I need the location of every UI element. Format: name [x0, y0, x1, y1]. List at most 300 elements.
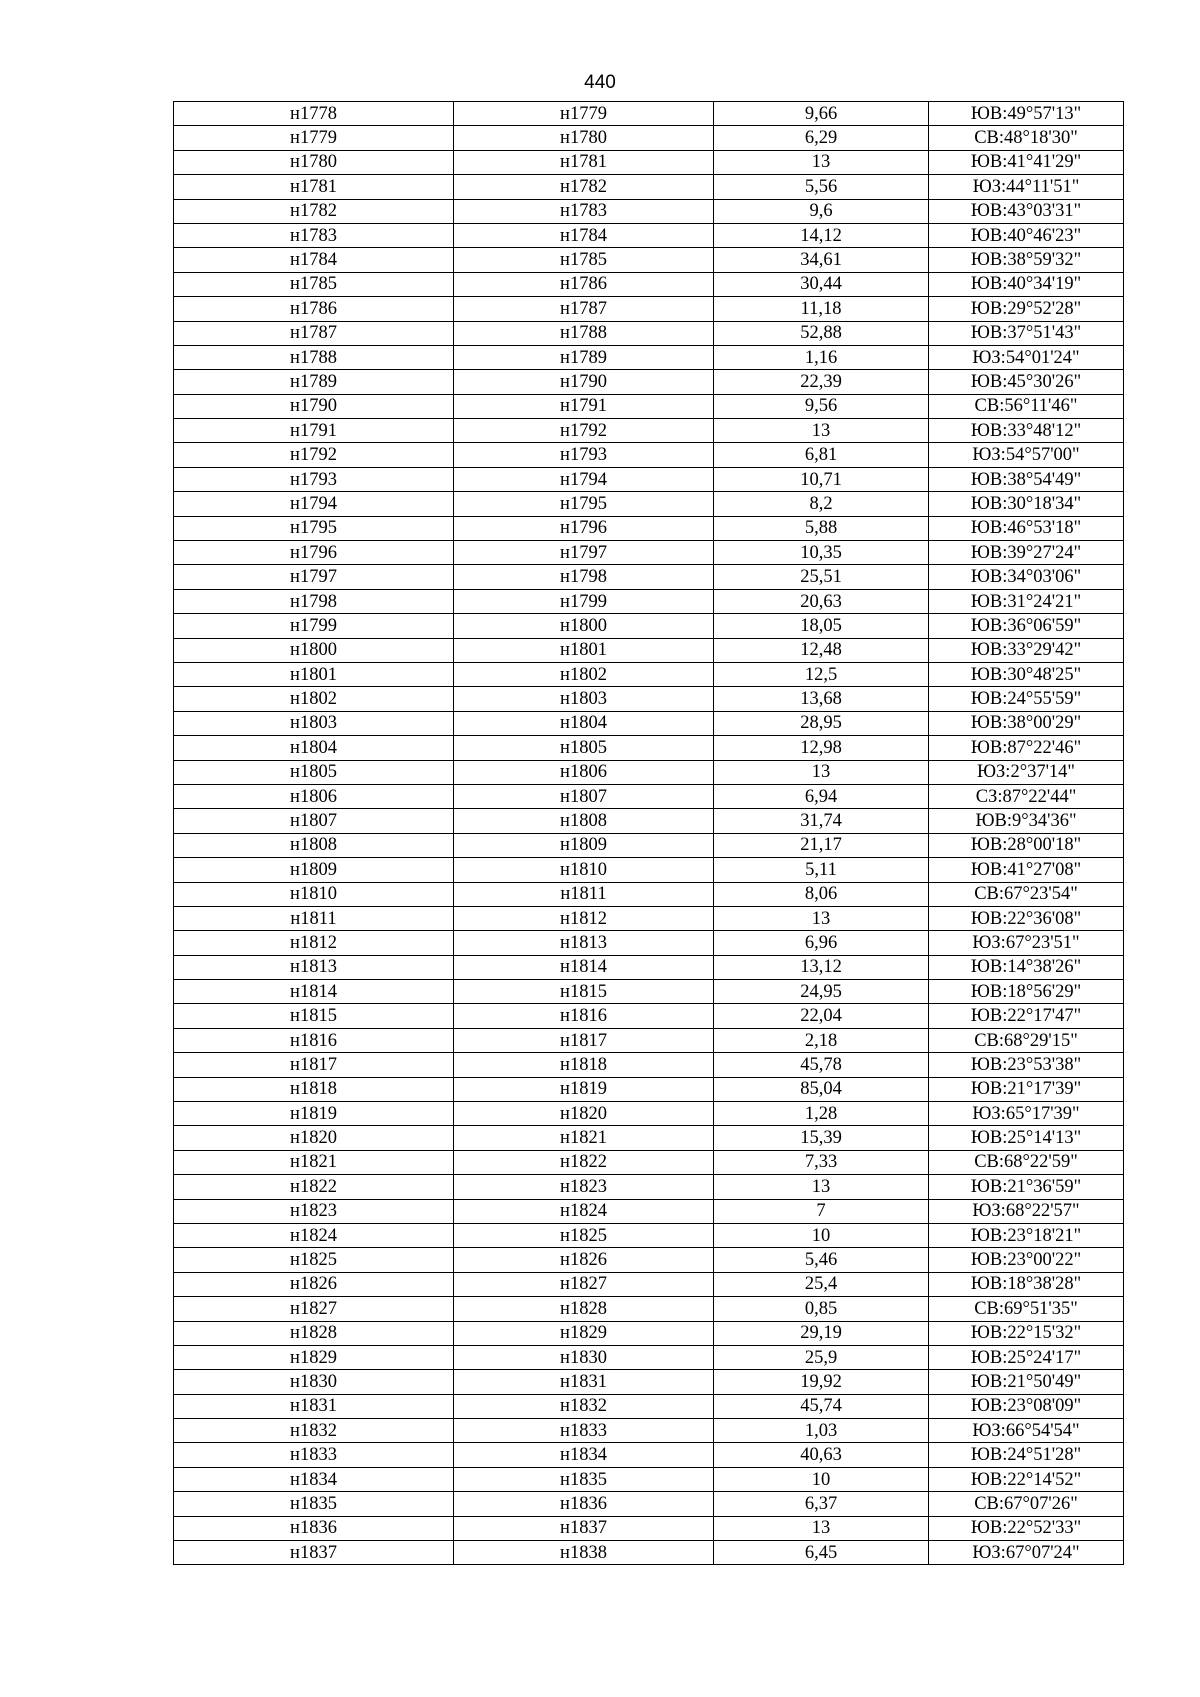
bearing-cell: ЮВ:30°18'34" [929, 492, 1124, 516]
to-point-cell: н1806 [454, 760, 714, 784]
from-point-cell: н1799 [174, 614, 454, 638]
bearing-cell: ЮВ:33°29'42" [929, 638, 1124, 662]
from-point-cell: н1826 [174, 1272, 454, 1296]
from-point-cell: н1818 [174, 1077, 454, 1101]
distance-cell: 10 [714, 1467, 929, 1491]
to-point-cell: н1790 [454, 370, 714, 394]
bearing-cell: ЮВ:18°56'29" [929, 980, 1124, 1004]
table-row [174, 1248, 1124, 1272]
from-point-cell: н1808 [174, 833, 454, 857]
table-row [174, 1516, 1124, 1540]
table-row [174, 443, 1124, 467]
table-row [174, 419, 1124, 443]
distance-cell: 20,63 [714, 589, 929, 613]
distance-cell: 6,94 [714, 784, 929, 808]
to-point-cell: н1821 [454, 1126, 714, 1150]
from-point-cell: н1827 [174, 1297, 454, 1321]
distance-cell: 6,96 [714, 931, 929, 955]
to-point-cell: н1825 [454, 1223, 714, 1247]
distance-cell: 6,81 [714, 443, 929, 467]
distance-cell: 14,12 [714, 223, 929, 247]
to-point-cell: н1788 [454, 321, 714, 345]
bearing-cell: ЮВ:33°48'12" [929, 419, 1124, 443]
distance-cell: 7,33 [714, 1150, 929, 1174]
table-row [174, 980, 1124, 1004]
distance-cell: 22,39 [714, 370, 929, 394]
bearing-cell: ЮВ:24°55'59" [929, 687, 1124, 711]
bearing-cell: ЮВ:14°38'26" [929, 955, 1124, 979]
distance-cell: 45,78 [714, 1053, 929, 1077]
to-point-cell: н1807 [454, 784, 714, 808]
distance-cell: 13 [714, 760, 929, 784]
bearing-cell: ЮВ:23°08'09" [929, 1394, 1124, 1418]
table-row [174, 1345, 1124, 1369]
bearing-cell: ЮВ:41°27'08" [929, 858, 1124, 882]
to-point-cell: н1792 [454, 419, 714, 443]
to-point-cell: н1815 [454, 980, 714, 1004]
distance-cell: 28,95 [714, 711, 929, 735]
to-point-cell: н1817 [454, 1028, 714, 1052]
bearing-cell: ЮЗ:67°23'51" [929, 931, 1124, 955]
to-point-cell: н1781 [454, 150, 714, 174]
table-row [174, 370, 1124, 394]
to-point-cell: н1793 [454, 443, 714, 467]
to-point-cell: н1780 [454, 126, 714, 150]
bearing-cell: ЮВ:22°17'47" [929, 1004, 1124, 1028]
distance-cell: 1,03 [714, 1419, 929, 1443]
from-point-cell: н1805 [174, 760, 454, 784]
from-point-cell: н1793 [174, 467, 454, 491]
from-point-cell: н1803 [174, 711, 454, 735]
to-point-cell: н1816 [454, 1004, 714, 1028]
table-row [174, 1321, 1124, 1345]
distance-cell: 2,18 [714, 1028, 929, 1052]
bearing-cell: ЮВ:24°51'28" [929, 1443, 1124, 1467]
to-point-cell: н1832 [454, 1394, 714, 1418]
from-point-cell: н1787 [174, 321, 454, 345]
distance-cell: 13 [714, 906, 929, 930]
to-point-cell: н1810 [454, 858, 714, 882]
table-row [174, 1126, 1124, 1150]
bearing-cell: ЮВ:49°57'13" [929, 102, 1124, 126]
table-row [174, 175, 1124, 199]
distance-cell: 13,68 [714, 687, 929, 711]
distance-cell: 13 [714, 419, 929, 443]
table-row [174, 199, 1124, 223]
distance-cell: 22,04 [714, 1004, 929, 1028]
distance-cell: 13,12 [714, 955, 929, 979]
bearing-cell: СВ:68°22'59" [929, 1150, 1124, 1174]
distance-cell: 9,6 [714, 199, 929, 223]
bearing-cell: СВ:67°07'26" [929, 1492, 1124, 1516]
from-point-cell: н1836 [174, 1516, 454, 1540]
to-point-cell: н1802 [454, 662, 714, 686]
distance-cell: 10 [714, 1223, 929, 1247]
to-point-cell: н1803 [454, 687, 714, 711]
bearing-cell: ЮВ:39°27'24" [929, 541, 1124, 565]
from-point-cell: н1837 [174, 1541, 454, 1565]
distance-cell: 6,37 [714, 1492, 929, 1516]
table-row [174, 492, 1124, 516]
table-row [174, 394, 1124, 418]
bearing-cell: ЮЗ:68°22'57" [929, 1199, 1124, 1223]
table-row [174, 614, 1124, 638]
bearing-cell: ЮВ:21°36'59" [929, 1175, 1124, 1199]
table-row [174, 1272, 1124, 1296]
distance-cell: 85,04 [714, 1077, 929, 1101]
distance-cell: 12,48 [714, 638, 929, 662]
from-point-cell: н1779 [174, 126, 454, 150]
from-point-cell: н1823 [174, 1199, 454, 1223]
from-point-cell: н1804 [174, 736, 454, 760]
from-point-cell: н1815 [174, 1004, 454, 1028]
bearing-cell: ЮВ:28°00'18" [929, 833, 1124, 857]
bearing-cell: ЮВ:36°06'59" [929, 614, 1124, 638]
table-row [174, 906, 1124, 930]
distance-cell: 5,56 [714, 175, 929, 199]
distance-cell: 30,44 [714, 272, 929, 296]
bearing-cell: ЮЗ:54°01'24" [929, 345, 1124, 369]
distance-cell: 24,95 [714, 980, 929, 1004]
to-point-cell: н1819 [454, 1077, 714, 1101]
distance-cell: 7 [714, 1199, 929, 1223]
to-point-cell: н1789 [454, 345, 714, 369]
from-point-cell: н1825 [174, 1248, 454, 1272]
table-row [174, 126, 1124, 150]
from-point-cell: н1780 [174, 150, 454, 174]
bearing-cell: ЮВ:22°36'08" [929, 906, 1124, 930]
to-point-cell: н1823 [454, 1175, 714, 1199]
table-row [174, 223, 1124, 247]
bearing-cell: ЮВ:37°51'43" [929, 321, 1124, 345]
distance-cell: 8,06 [714, 882, 929, 906]
distance-cell: 6,45 [714, 1541, 929, 1565]
distance-cell: 8,2 [714, 492, 929, 516]
table-row [174, 687, 1124, 711]
from-point-cell: н1807 [174, 809, 454, 833]
table-row [174, 662, 1124, 686]
to-point-cell: н1796 [454, 516, 714, 540]
table-row [174, 1467, 1124, 1491]
to-point-cell: н1811 [454, 882, 714, 906]
table-row [174, 1370, 1124, 1394]
table-row [174, 1102, 1124, 1126]
from-point-cell: н1813 [174, 955, 454, 979]
table-row [174, 1223, 1124, 1247]
bearing-cell: ЮЗ:66°54'54" [929, 1419, 1124, 1443]
table-row [174, 248, 1124, 272]
bearing-cell: СВ:69°51'35" [929, 1297, 1124, 1321]
table-row [174, 858, 1124, 882]
from-point-cell: н1795 [174, 516, 454, 540]
to-point-cell: н1833 [454, 1419, 714, 1443]
distance-cell: 5,88 [714, 516, 929, 540]
from-point-cell: н1782 [174, 199, 454, 223]
bearing-cell: ЮВ:25°14'13" [929, 1126, 1124, 1150]
to-point-cell: н1784 [454, 223, 714, 247]
from-point-cell: н1797 [174, 565, 454, 589]
to-point-cell: н1826 [454, 1248, 714, 1272]
table-row [174, 955, 1124, 979]
from-point-cell: н1831 [174, 1394, 454, 1418]
bearing-cell: ЮВ:21°50'49" [929, 1370, 1124, 1394]
from-point-cell: н1798 [174, 589, 454, 613]
bearing-cell: ЮВ:38°59'32" [929, 248, 1124, 272]
from-point-cell: н1814 [174, 980, 454, 1004]
to-point-cell: н1813 [454, 931, 714, 955]
distance-cell: 29,19 [714, 1321, 929, 1345]
from-point-cell: н1785 [174, 272, 454, 296]
from-point-cell: н1801 [174, 662, 454, 686]
distance-cell: 11,18 [714, 297, 929, 321]
table-row [174, 809, 1124, 833]
bearing-cell: СВ:68°29'15" [929, 1028, 1124, 1052]
distance-cell: 6,29 [714, 126, 929, 150]
bearing-cell: ЮВ:18°38'28" [929, 1272, 1124, 1296]
table-row [174, 1175, 1124, 1199]
to-point-cell: н1804 [454, 711, 714, 735]
table-row [174, 1297, 1124, 1321]
page-number: 440 [584, 72, 616, 93]
from-point-cell: н1830 [174, 1370, 454, 1394]
to-point-cell: н1786 [454, 272, 714, 296]
table-row [174, 272, 1124, 296]
distance-cell: 9,66 [714, 102, 929, 126]
to-point-cell: н1831 [454, 1370, 714, 1394]
to-point-cell: н1808 [454, 809, 714, 833]
to-point-cell: н1829 [454, 1321, 714, 1345]
table-row [174, 1443, 1124, 1467]
table-row [174, 516, 1124, 540]
from-point-cell: н1788 [174, 345, 454, 369]
to-point-cell: н1836 [454, 1492, 714, 1516]
table-row [174, 1150, 1124, 1174]
to-point-cell: н1837 [454, 1516, 714, 1540]
from-point-cell: н1835 [174, 1492, 454, 1516]
bearing-cell: ЮЗ:65°17'39" [929, 1102, 1124, 1126]
bearing-cell: ЮЗ:44°11'51" [929, 175, 1124, 199]
to-point-cell: н1828 [454, 1297, 714, 1321]
to-point-cell: н1824 [454, 1199, 714, 1223]
table-row [174, 1028, 1124, 1052]
table-row [174, 1394, 1124, 1418]
from-point-cell: н1790 [174, 394, 454, 418]
bearing-cell: ЮВ:30°48'25" [929, 662, 1124, 686]
bearing-cell: ЮВ:21°17'39" [929, 1077, 1124, 1101]
to-point-cell: н1801 [454, 638, 714, 662]
table-row [174, 736, 1124, 760]
bearing-cell: ЮВ:41°41'29" [929, 150, 1124, 174]
bearing-cell: ЮВ:38°00'29" [929, 711, 1124, 735]
table-row [174, 345, 1124, 369]
from-point-cell: н1824 [174, 1223, 454, 1247]
from-point-cell: н1786 [174, 297, 454, 321]
from-point-cell: н1810 [174, 882, 454, 906]
table-row [174, 102, 1124, 126]
bearing-cell: ЮВ:87°22'46" [929, 736, 1124, 760]
table-row [174, 297, 1124, 321]
table-row [174, 1077, 1124, 1101]
coordinates-table [173, 101, 1124, 1565]
from-point-cell: н1812 [174, 931, 454, 955]
distance-cell: 15,39 [714, 1126, 929, 1150]
distance-cell: 1,16 [714, 345, 929, 369]
bearing-cell: ЮВ:22°14'52" [929, 1467, 1124, 1491]
to-point-cell: н1812 [454, 906, 714, 930]
to-point-cell: н1798 [454, 565, 714, 589]
bearing-cell: ЮВ:40°34'19" [929, 272, 1124, 296]
to-point-cell: н1782 [454, 175, 714, 199]
from-point-cell: н1819 [174, 1102, 454, 1126]
from-point-cell: н1792 [174, 443, 454, 467]
distance-cell: 13 [714, 1175, 929, 1199]
distance-cell: 13 [714, 1516, 929, 1540]
bearing-cell: ЮВ:45°30'26" [929, 370, 1124, 394]
from-point-cell: н1796 [174, 541, 454, 565]
bearing-cell: ЮВ:23°18'21" [929, 1223, 1124, 1247]
table-row [174, 1004, 1124, 1028]
table-row [174, 711, 1124, 735]
bearing-cell: ЮВ:38°54'49" [929, 467, 1124, 491]
to-point-cell: н1791 [454, 394, 714, 418]
table-row [174, 1492, 1124, 1516]
to-point-cell: н1827 [454, 1272, 714, 1296]
distance-cell: 25,9 [714, 1345, 929, 1369]
bearing-cell: ЮЗ:54°57'00" [929, 443, 1124, 467]
to-point-cell: н1805 [454, 736, 714, 760]
table-row [174, 565, 1124, 589]
distance-cell: 31,74 [714, 809, 929, 833]
table-row [174, 321, 1124, 345]
table-row [174, 541, 1124, 565]
to-point-cell: н1834 [454, 1443, 714, 1467]
bearing-cell: ЮВ:23°00'22" [929, 1248, 1124, 1272]
bearing-cell: ЮЗ:67°07'24" [929, 1541, 1124, 1565]
bearing-cell: ЮВ:9°34'36" [929, 809, 1124, 833]
table-row [174, 882, 1124, 906]
distance-cell: 5,11 [714, 858, 929, 882]
table-row [174, 1541, 1124, 1565]
from-point-cell: н1800 [174, 638, 454, 662]
to-point-cell: н1787 [454, 297, 714, 321]
distance-cell: 19,92 [714, 1370, 929, 1394]
from-point-cell: н1794 [174, 492, 454, 516]
from-point-cell: н1802 [174, 687, 454, 711]
distance-cell: 52,88 [714, 321, 929, 345]
distance-cell: 12,5 [714, 662, 929, 686]
table-row [174, 833, 1124, 857]
from-point-cell: н1832 [174, 1419, 454, 1443]
to-point-cell: н1820 [454, 1102, 714, 1126]
bearing-cell: ЮВ:43°03'31" [929, 199, 1124, 223]
table-row [174, 760, 1124, 784]
bearing-cell: ЮВ:29°52'28" [929, 297, 1124, 321]
distance-cell: 10,35 [714, 541, 929, 565]
to-point-cell: н1814 [454, 955, 714, 979]
bearing-cell: СВ:48°18'30" [929, 126, 1124, 150]
bearing-cell: ЮВ:46°53'18" [929, 516, 1124, 540]
to-point-cell: н1830 [454, 1345, 714, 1369]
distance-cell: 9,56 [714, 394, 929, 418]
from-point-cell: н1791 [174, 419, 454, 443]
from-point-cell: н1817 [174, 1053, 454, 1077]
table-row [174, 1419, 1124, 1443]
table-row [174, 467, 1124, 491]
distance-cell: 13 [714, 150, 929, 174]
bearing-cell: ЮВ:23°53'38" [929, 1053, 1124, 1077]
bearing-cell: ЮВ:22°15'32" [929, 1321, 1124, 1345]
from-point-cell: н1784 [174, 248, 454, 272]
from-point-cell: н1781 [174, 175, 454, 199]
table-row [174, 589, 1124, 613]
bearing-cell: ЮЗ:2°37'14" [929, 760, 1124, 784]
bearing-cell: ЮВ:40°46'23" [929, 223, 1124, 247]
to-point-cell: н1838 [454, 1541, 714, 1565]
table-row [174, 931, 1124, 955]
from-point-cell: н1834 [174, 1467, 454, 1491]
from-point-cell: н1820 [174, 1126, 454, 1150]
bearing-cell: СЗ:87°22'44" [929, 784, 1124, 808]
distance-cell: 25,4 [714, 1272, 929, 1296]
to-point-cell: н1783 [454, 199, 714, 223]
from-point-cell: н1783 [174, 223, 454, 247]
distance-cell: 0,85 [714, 1297, 929, 1321]
table-body [174, 102, 1124, 1565]
distance-cell: 40,63 [714, 1443, 929, 1467]
table-row [174, 1053, 1124, 1077]
from-point-cell: н1806 [174, 784, 454, 808]
distance-cell: 45,74 [714, 1394, 929, 1418]
distance-cell: 10,71 [714, 467, 929, 491]
table-row [174, 638, 1124, 662]
to-point-cell: н1795 [454, 492, 714, 516]
bearing-cell: ЮВ:34°03'06" [929, 565, 1124, 589]
table-row [174, 150, 1124, 174]
distance-cell: 21,17 [714, 833, 929, 857]
from-point-cell: н1778 [174, 102, 454, 126]
to-point-cell: н1818 [454, 1053, 714, 1077]
from-point-cell: н1829 [174, 1345, 454, 1369]
bearing-cell: ЮВ:22°52'33" [929, 1516, 1124, 1540]
bearing-cell: СВ:67°23'54" [929, 882, 1124, 906]
to-point-cell: н1822 [454, 1150, 714, 1174]
to-point-cell: н1799 [454, 589, 714, 613]
distance-cell: 25,51 [714, 565, 929, 589]
from-point-cell: н1811 [174, 906, 454, 930]
to-point-cell: н1794 [454, 467, 714, 491]
from-point-cell: н1822 [174, 1175, 454, 1199]
distance-cell: 5,46 [714, 1248, 929, 1272]
from-point-cell: н1789 [174, 370, 454, 394]
distance-cell: 18,05 [714, 614, 929, 638]
bearing-cell: ЮВ:25°24'17" [929, 1345, 1124, 1369]
distance-cell: 12,98 [714, 736, 929, 760]
from-point-cell: н1816 [174, 1028, 454, 1052]
distance-cell: 1,28 [714, 1102, 929, 1126]
table-row [174, 784, 1124, 808]
to-point-cell: н1835 [454, 1467, 714, 1491]
table-row [174, 1199, 1124, 1223]
from-point-cell: н1821 [174, 1150, 454, 1174]
from-point-cell: н1833 [174, 1443, 454, 1467]
from-point-cell: н1828 [174, 1321, 454, 1345]
to-point-cell: н1809 [454, 833, 714, 857]
to-point-cell: н1797 [454, 541, 714, 565]
from-point-cell: н1809 [174, 858, 454, 882]
to-point-cell: н1800 [454, 614, 714, 638]
bearing-cell: ЮВ:31°24'21" [929, 589, 1124, 613]
to-point-cell: н1785 [454, 248, 714, 272]
